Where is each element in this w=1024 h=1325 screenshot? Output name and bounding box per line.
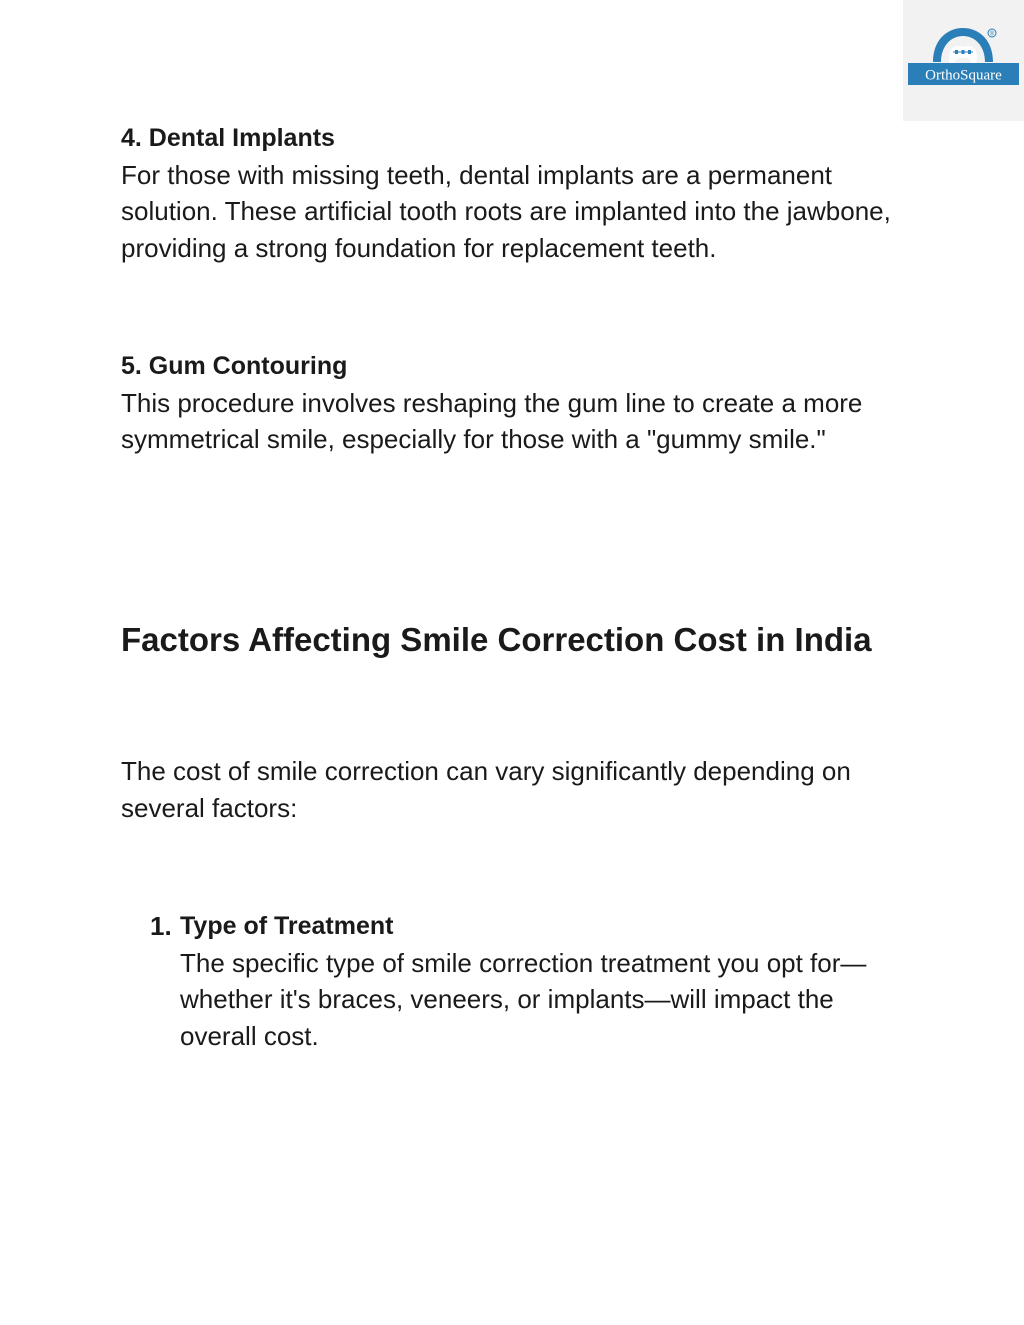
factors-intro: The cost of smile correction can vary significantly depending on several factors: bbox=[121, 756, 851, 823]
tooth-logo-icon bbox=[903, 0, 1024, 121]
list-item-heading: Type of Treatment bbox=[180, 912, 394, 940]
section-heading: 4. Dental Implants bbox=[121, 124, 335, 152]
factors-title: Factors Affecting Smile Correction Cost in India bbox=[121, 621, 872, 658]
section-body: For those with missing teeth, dental implants are a permanent solution. These artificial tooth roots are implanted into the jawbone, providing a strong foundation for replacement teeth. bbox=[121, 159, 891, 263]
brand-text: OrthoSquare bbox=[925, 67, 1002, 84]
brand-logo bbox=[903, 0, 1024, 121]
section-body: This procedure involves reshaping the gum line to create a more symmetrical smile, especially for those with a "gummy smile." bbox=[121, 387, 863, 454]
section-gum-contouring bbox=[121, 348, 921, 458]
registered-mark: ® bbox=[989, 31, 995, 38]
section-dental-implants bbox=[121, 120, 921, 266]
section-heading: 5. Gum Contouring bbox=[121, 352, 348, 380]
list-item bbox=[150, 908, 910, 1054]
list-item-number: 1. bbox=[150, 911, 172, 941]
list-item-body: The specific type of smile correction treatment you opt for—whether it's braces, veneers, or implants—will impact the overall cost. bbox=[180, 947, 867, 1051]
